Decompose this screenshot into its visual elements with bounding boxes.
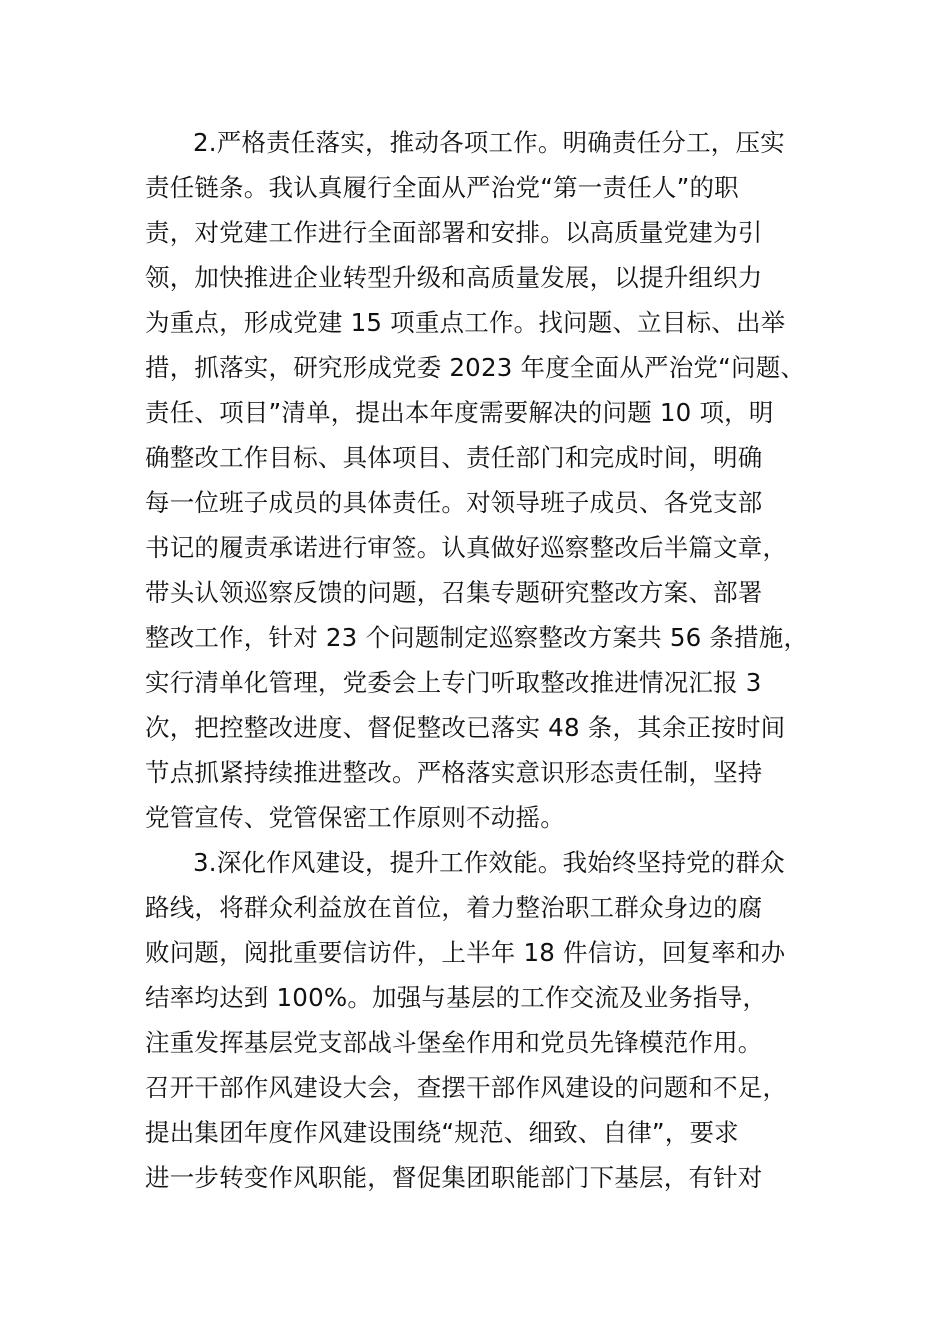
text-line: 责任链条。我认真履行全面从严治党“第一责任人”的职 — [145, 173, 739, 202]
text-line: 党管宣传、党管保密工作原则不动摇。 — [145, 803, 565, 832]
text-line: 为重点，形成党建 15 项重点工作。找问题、立目标、出举 — [145, 308, 786, 337]
text-line: 次，把控整改进度、督促整改已落实 48 条，其余正按时间 — [145, 713, 786, 742]
text-line: 进一步转变作风职能，督促集团职能部门下基层，有针对 — [145, 1163, 763, 1192]
text-line: 败问题，阅批重要信访件，上半年 18 件信访，回复率和办 — [145, 938, 786, 967]
text-line: 确整改工作目标、具体项目、责任部门和完成时间，明确 — [145, 443, 763, 472]
text-line: 带头认领巡察反馈的问题，召集专题研究整改方案、部署 — [145, 578, 763, 607]
text-line: 实行清单化管理，党委会上专门听取整改推进情况汇报 3 — [145, 668, 762, 697]
text-line: 结率均达到 100%。加强与基层的工作交流及业务指导， — [145, 983, 768, 1012]
text-line: 整改工作，针对 23 个问题制定巡察整改方案共 56 条措施， — [145, 623, 809, 652]
text-line: 措，抓落实，研究形成党委 2023 年度全面从严治党“问题、 — [145, 353, 806, 382]
text-line: 责任、项目”清单，提出本年度需要解决的问题 10 项，明 — [145, 398, 774, 427]
text-line: 节点抓紧持续推进整改。严格落实意识形态责任制，坚持 — [145, 758, 763, 787]
text-line: 责，对党建工作进行全面部署和安排。以高质量党建为引 — [145, 218, 763, 247]
text-line: 路线，将群众利益放在首位，着力整治职工群众身边的腐 — [145, 893, 763, 922]
text-line: 召开干部作风建设大会，查摆干部作风建设的问题和不足， — [145, 1073, 788, 1102]
text-line: 提出集团年度作风建设围绕“规范、细致、自律”，要求 — [145, 1118, 739, 1147]
text-line: 书记的履责承诺进行审签。认真做好巡察整改后半篇文章， — [145, 533, 788, 562]
text-line: 注重发挥基层党支部战斗堡垒作用和党员先锋模范作用。 — [145, 1028, 763, 1057]
text-line: 每一位班子成员的具体责任。对领导班子成员、各党支部 — [145, 488, 763, 517]
paragraph-2-heading-line: 2.严格责任落实，推动各项工作。明确责任分工，压实 — [193, 128, 785, 157]
paragraph-3-heading-line: 3.深化作风建设，提升工作效能。我始终坚持党的群众 — [193, 848, 785, 877]
text-line: 领，加快推进企业转型升级和高质量发展，以提升组织力 — [145, 263, 763, 292]
